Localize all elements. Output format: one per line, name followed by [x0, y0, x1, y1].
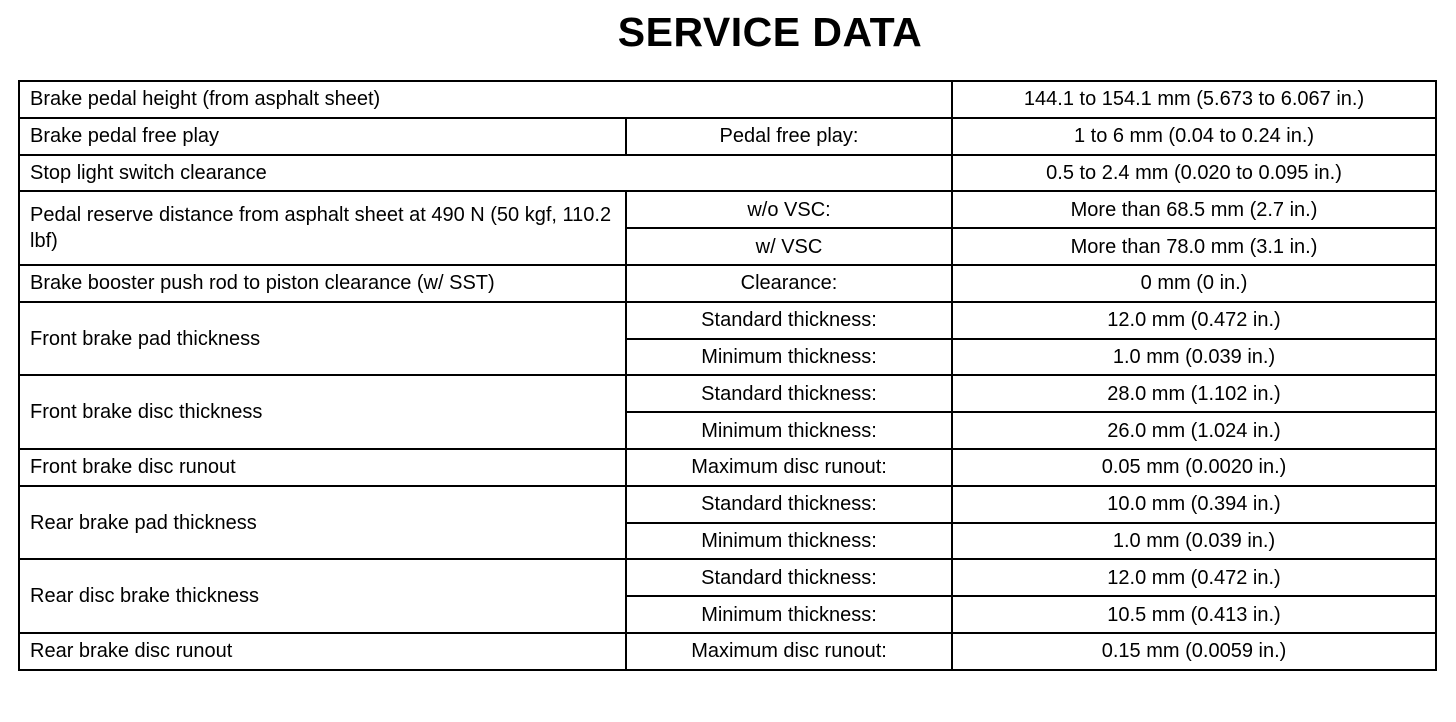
spec-value: More than 78.0 mm (3.1 in.): [952, 228, 1436, 265]
spec-condition: Pedal free play:: [626, 118, 952, 155]
spec-item-label: Stop light switch clearance: [19, 155, 952, 192]
spec-condition: Minimum thickness:: [626, 596, 952, 633]
table-row: [19, 449, 1436, 486]
spec-condition: Standard thickness:: [626, 302, 952, 339]
spec-value: 10.0 mm (0.394 in.): [952, 486, 1436, 523]
service-data-table: [18, 80, 1437, 671]
table-row: [19, 486, 1436, 523]
page-title: SERVICE DATA: [617, 9, 923, 55]
spec-condition: Maximum disc runout:: [626, 449, 952, 486]
spec-condition: Minimum thickness:: [626, 412, 952, 449]
spec-value: 1 to 6 mm (0.04 to 0.24 in.): [952, 118, 1436, 155]
table-row: [19, 118, 1436, 155]
spec-value: 0 mm (0 in.): [952, 265, 1436, 302]
spec-item-label: Brake booster push rod to piston clearance (w/ SST): [19, 265, 626, 302]
spec-value: 28.0 mm (1.102 in.): [952, 375, 1436, 412]
spec-value: 0.5 to 2.4 mm (0.020 to 0.095 in.): [952, 155, 1436, 192]
spec-value: 0.05 mm (0.0020 in.): [952, 449, 1436, 486]
spec-item-label: Brake pedal free play: [19, 118, 626, 155]
spec-item-label: Front brake disc thickness: [19, 375, 626, 449]
spec-item-label: Brake pedal height (from asphalt sheet): [19, 81, 952, 118]
spec-value: 26.0 mm (1.024 in.): [952, 412, 1436, 449]
table-row: [19, 375, 1436, 412]
table-row: [19, 81, 1436, 118]
spec-condition: Minimum thickness:: [626, 339, 952, 376]
spec-value: 12.0 mm (0.472 in.): [952, 302, 1436, 339]
spec-value: 144.1 to 154.1 mm (5.673 to 6.067 in.): [952, 81, 1436, 118]
spec-item-label: Front brake disc runout: [19, 449, 626, 486]
table-row: [19, 633, 1436, 670]
spec-condition: w/ VSC: [626, 228, 952, 265]
spec-item-label: Front brake pad thickness: [19, 302, 626, 376]
spec-value: More than 68.5 mm (2.7 in.): [952, 191, 1436, 228]
spec-value: 1.0 mm (0.039 in.): [952, 339, 1436, 376]
spec-condition: Maximum disc runout:: [626, 633, 952, 670]
spec-value: 1.0 mm (0.039 in.): [952, 523, 1436, 560]
table-row: [19, 265, 1436, 302]
spec-value: 10.5 mm (0.413 in.): [952, 596, 1436, 633]
spec-item-label: Rear brake disc runout: [19, 633, 626, 670]
spec-value: 0.15 mm (0.0059 in.): [952, 633, 1436, 670]
spec-item-label: Rear disc brake thickness: [19, 559, 626, 633]
table-row: [19, 191, 1436, 228]
spec-condition: Standard thickness:: [626, 559, 952, 596]
spec-item-label: Pedal reserve distance from asphalt sheet at 490 N (50 kgf, 110.2 lbf): [19, 191, 626, 265]
spec-condition: Minimum thickness:: [626, 523, 952, 560]
spec-value: 12.0 mm (0.472 in.): [952, 559, 1436, 596]
table-row: [19, 155, 1436, 192]
table-row: [19, 302, 1436, 339]
spec-condition: Standard thickness:: [626, 486, 952, 523]
spec-condition: w/o VSC:: [626, 191, 952, 228]
spec-condition: Clearance:: [626, 265, 952, 302]
spec-condition: Standard thickness:: [626, 375, 952, 412]
spec-item-label: Rear brake pad thickness: [19, 486, 626, 560]
table-row: [19, 559, 1436, 596]
